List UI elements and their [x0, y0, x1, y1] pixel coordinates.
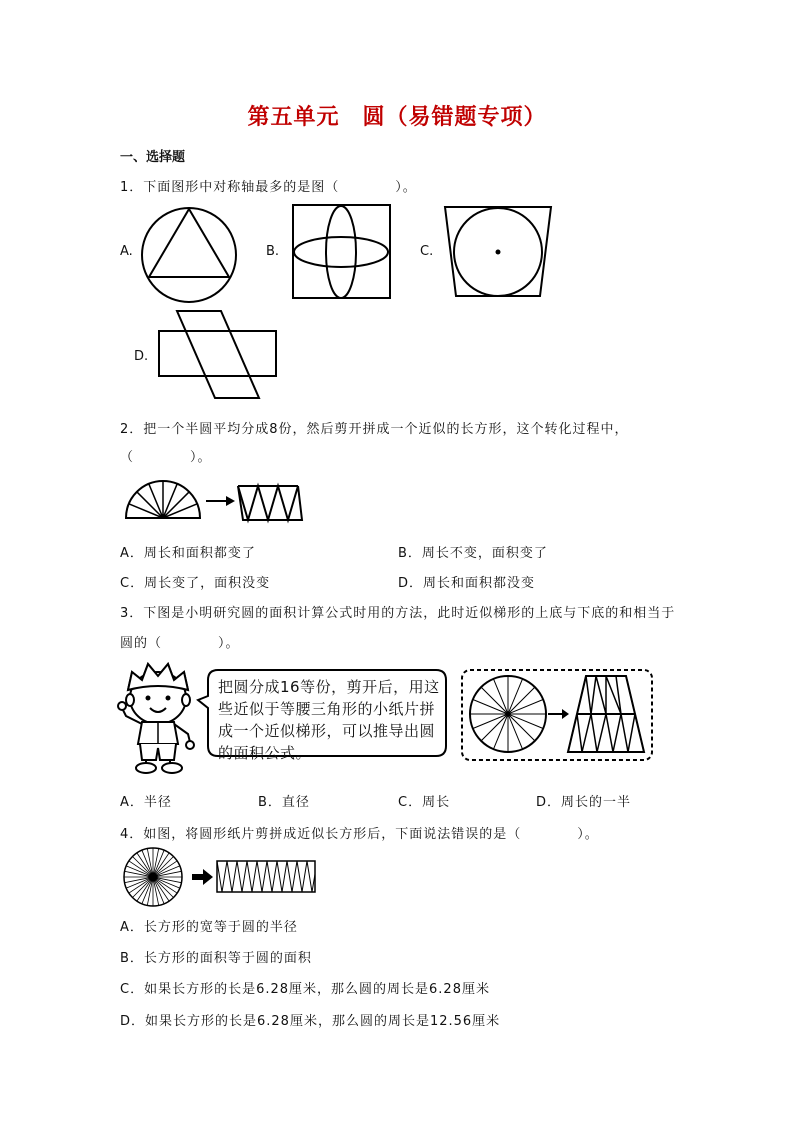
q4-option-b: B．长方形的面积等于圆的面积: [120, 951, 312, 966]
q3-circle-16-parts: [468, 674, 548, 754]
q2-option-b: B．周长不变，面积变了: [398, 546, 548, 561]
q4-rearranged-rectangle: [216, 860, 318, 894]
q1-option-c-label: C.: [420, 244, 434, 259]
q3-option-a: A．半径: [120, 795, 172, 810]
question-3-stem-line2: 圆的（ ）。: [120, 636, 240, 651]
q1-figure-a: [140, 206, 240, 306]
section-heading: 一、选择题: [120, 150, 186, 165]
q4-arrow: [192, 869, 214, 885]
q1-figure-c: [444, 206, 554, 298]
q2-option-a: A．周长和面积都变了: [120, 546, 256, 561]
q3-option-b: B．直径: [258, 795, 310, 810]
q3-option-d: D．周长的一半: [536, 795, 632, 810]
question-1-stem: 1．下面图形中对称轴最多的是图（ ）。: [120, 180, 417, 195]
q2-option-d: D．周长和面积都没变: [398, 576, 536, 591]
q4-option-c: C．如果长方形的长是6.28厘米，那么圆的周长是6.28厘米: [120, 982, 490, 997]
q1-figure-d: [158, 310, 280, 400]
q3-option-c: C．周长: [398, 795, 451, 810]
speech-bubble-text: 把圆分成16等份，剪开后，用这些近似于等腰三角形的小纸片拼成一个近似梯形，可以推导出圆的面积公式。: [218, 678, 440, 762]
boy-cartoon-illustration: [118, 660, 198, 778]
q1-option-d-label: D.: [134, 349, 149, 364]
page-title: 第五单元 圆（易错题专项）: [247, 104, 547, 130]
q2-option-c: C．周长变了，面积没变: [120, 576, 271, 591]
q4-option-a: A．长方形的宽等于圆的半径: [120, 920, 298, 935]
q4-option-d: D．如果长方形的长是6.28厘米，那么圆的周长是12.56厘米: [120, 1014, 501, 1029]
q2-rearranged-rectangle: [236, 484, 304, 522]
q3-approximate-trapezoid: [566, 674, 646, 754]
question-3-stem-line1: 3．下图是小明研究圆的面积计算公式时用的方法，此时近似梯形的上底与下底的和相当于: [120, 606, 676, 621]
q2-semicircle-figure: [124, 478, 204, 522]
question-4-stem: 4．如图，将圆形纸片剪拼成近似长方形后，下面说法错误的是（ ）。: [120, 827, 599, 842]
q1-option-a-label: A.: [120, 244, 133, 259]
q1-figure-b: [292, 204, 392, 300]
q2-arrow: [206, 494, 236, 508]
question-2-stem-line1: 2．把一个半圆平均分成8份，然后剪开拼成一个近似的长方形，这个转化过程中，: [120, 422, 629, 437]
question-2-stem-line2: （ ）。: [120, 450, 212, 465]
q1-option-b-label: B.: [266, 244, 280, 259]
q4-circle-many-sectors: [122, 846, 184, 908]
